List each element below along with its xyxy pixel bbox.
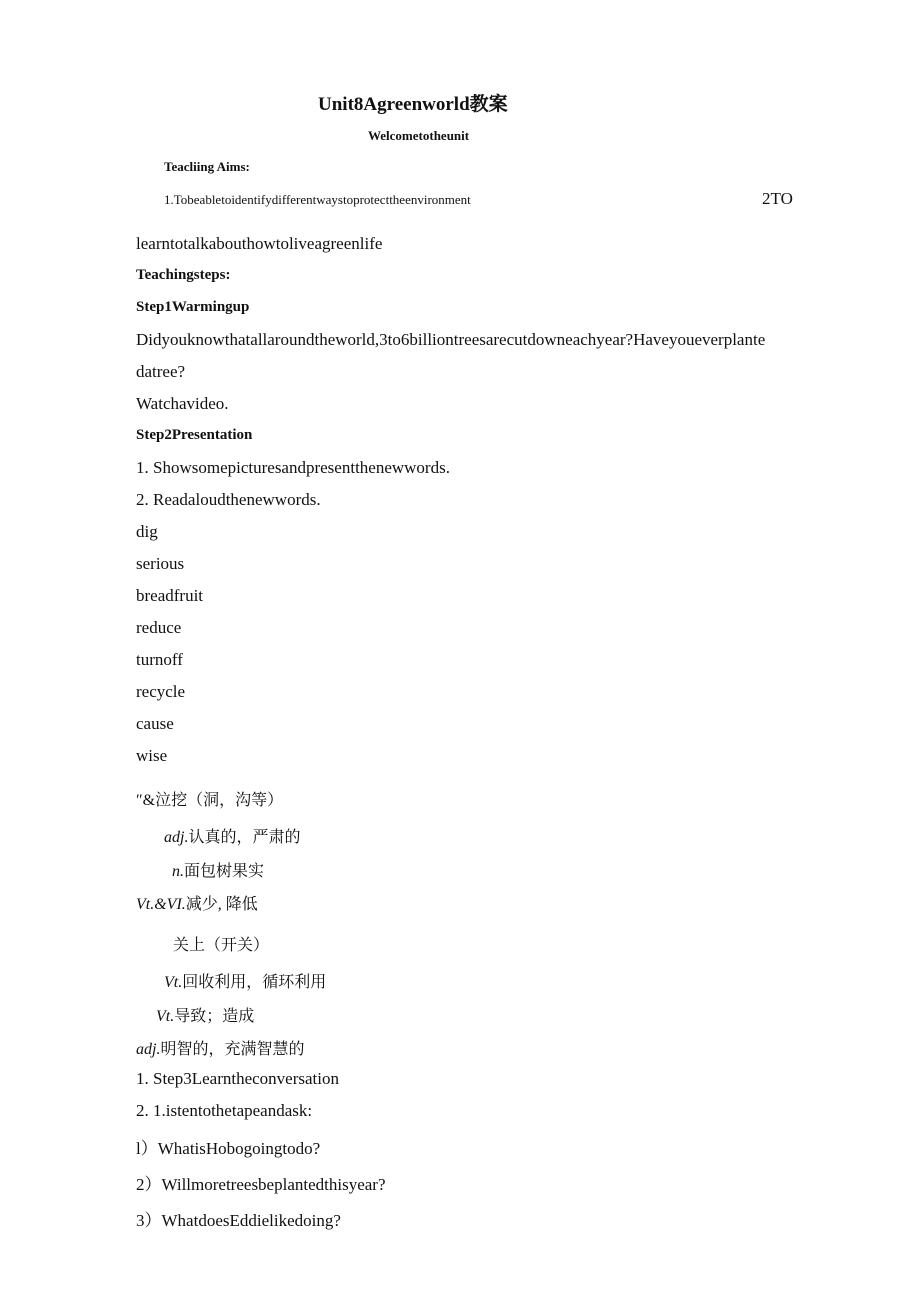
step3-item-1: 1. Step3Learntheconversation [136, 1069, 339, 1088]
step1-line-2: datree? [136, 362, 186, 381]
teaching-steps-heading: Teachingsteps: [136, 267, 231, 283]
definition-line [164, 969, 326, 992]
step2-item-2: 2. Readaloudthenewwords. [136, 490, 321, 509]
teaching-aims-heading: Teacliing Aims: [164, 159, 250, 174]
step2-heading: Step2Presentation [136, 427, 253, 443]
aim-item-2-start: 2TO [762, 189, 793, 208]
definition-text: 关上（开关） [173, 937, 270, 954]
definition-text: 回收利用，循环利用 [182, 974, 327, 991]
vocab-word: dig [136, 522, 158, 541]
step1-line-3: Watchavideo. [136, 394, 229, 413]
definition-pos: Vt. [164, 974, 183, 991]
section-subtitle: Welcometotheunit [368, 128, 470, 143]
vocab-word: wise [136, 746, 168, 765]
definition-line [173, 932, 269, 955]
definition-text: 面包树果实 [184, 863, 265, 880]
step3-item-2: 2. 1.istentothetapeandask: [136, 1101, 313, 1120]
aim-item-1: 1.Tobeabletoidentifydifferentwaystoprotecttheenvironment [164, 192, 471, 207]
question-item: 3）WhatdoesEddielikedoing? [136, 1211, 341, 1230]
vocab-word: turnoff [136, 650, 183, 669]
definition-line [156, 1003, 254, 1026]
vocab-word: reduce [136, 618, 182, 637]
definition-text: 减少, 降低 [185, 896, 258, 913]
definition-line [136, 1036, 304, 1059]
vocab-word: serious [136, 554, 185, 573]
definition-line [164, 824, 300, 847]
question-item: l）WhatisHobogoingtodo? [136, 1139, 321, 1158]
definition-pos: adj. [136, 1041, 161, 1058]
definition-text: 认真的，严肃的 [188, 829, 301, 846]
step1-line-1: Didyouknowthatallaroundtheworld,3to6billiontreesarecutdowneachyear?Haveyoueverplante [136, 330, 766, 349]
step1-heading: Step1Warmingup [136, 299, 250, 315]
definition-line [172, 858, 264, 881]
definition-pos: Vt. [156, 1008, 175, 1025]
definition-text: 导致；造成 [174, 1008, 255, 1025]
document-title: Unit8Agreenworld教案 [318, 94, 508, 115]
definition-pos: Vt.&VI. [136, 896, 186, 913]
definition-line [136, 891, 258, 914]
vocab-word: recycle [136, 682, 186, 701]
definition-text: ″&泣挖（洞，沟等） [136, 792, 284, 809]
definition-line [136, 787, 283, 810]
step2-item-1: 1. Showsomepicturesandpresentthenewwords. [136, 458, 450, 477]
definition-text: 明智的，充满智慧的 [160, 1041, 305, 1058]
aim-item-2-continuation: learntotalkabouthowtoliveagreenlife [136, 234, 383, 253]
vocab-word: cause [136, 714, 174, 733]
vocab-word: breadfruit [136, 586, 204, 605]
question-item: 2）Willmoretreesbeplantedthisyear? [136, 1175, 386, 1194]
definition-pos: adj. [164, 829, 189, 846]
definition-pos: n. [172, 863, 184, 880]
